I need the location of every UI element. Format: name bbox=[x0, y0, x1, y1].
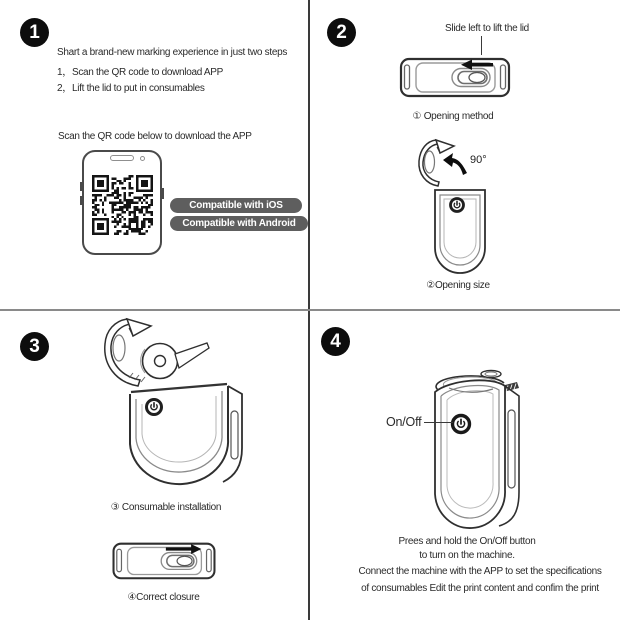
step1-title: Shart a brand-new marking experience in just two steps bbox=[57, 47, 288, 58]
side-slot bbox=[231, 411, 238, 459]
step1-number-badge: 1 bbox=[20, 18, 49, 47]
angle-label: 90° bbox=[470, 154, 487, 166]
step4-connect-line2: of consumables Edit the print content and confim the print bbox=[361, 583, 599, 594]
step4-connect-line1: Connect the machine with the APP to set the specifications bbox=[358, 566, 602, 577]
compatible-ios-badge: Compatible with iOS bbox=[170, 198, 302, 213]
phone-illustration bbox=[82, 150, 162, 255]
qr-code bbox=[92, 175, 153, 235]
step1-item-2: 2，Lift the lid to put in consumables bbox=[57, 83, 205, 94]
phone-side-button bbox=[80, 196, 82, 205]
side-slot bbox=[508, 410, 515, 488]
phone-notch bbox=[110, 155, 134, 161]
divider-horizontal bbox=[0, 309, 620, 311]
consumable-installation-illustration bbox=[95, 316, 245, 496]
onoff-pointer-line bbox=[424, 422, 453, 423]
step3-caption-closure: ④Correct closure bbox=[127, 592, 200, 603]
step4-press-line1: Prees and hold the On/Off button bbox=[398, 536, 536, 547]
lid-latch bbox=[127, 319, 151, 336]
step1-item-1: 1，Scan the QR code to download APP bbox=[57, 67, 224, 78]
roll-core bbox=[155, 356, 166, 367]
open-lid bbox=[419, 140, 439, 186]
onoff-label: On/Off bbox=[386, 415, 422, 429]
step3-number-badge: 3 bbox=[20, 332, 49, 361]
printer-lid-open-90-illustration bbox=[410, 132, 512, 278]
step4-number-badge: 4 bbox=[321, 327, 350, 356]
printer-top-view-closed-illustration bbox=[111, 539, 217, 582]
step3-caption-install: ③ Consumable installation bbox=[110, 502, 222, 513]
phone-side-button bbox=[162, 188, 164, 199]
step2-caption-size: ②Opening size bbox=[426, 280, 490, 291]
printer-body bbox=[130, 386, 228, 484]
rotate-arrow-icon bbox=[443, 153, 467, 175]
printer-body bbox=[435, 380, 505, 528]
printer-top-view-open-illustration bbox=[399, 54, 511, 100]
step2-callout: Slide left to lift the lid bbox=[445, 23, 529, 34]
paper-strip bbox=[175, 343, 209, 368]
compatible-android-badge: Compatible with Android bbox=[170, 216, 308, 231]
step1-scan-caption: Scan the QR code below to download the APP bbox=[58, 131, 252, 142]
step2-number-badge: 2 bbox=[327, 18, 356, 47]
callout-pointer-line bbox=[481, 36, 482, 55]
phone-side-button bbox=[80, 182, 82, 191]
printer-front-view-illustration bbox=[425, 366, 525, 538]
step2-caption-method: ① Opening method bbox=[412, 111, 494, 122]
phone-camera-dot bbox=[140, 156, 145, 161]
step4-press-line2: to turn on the machine. bbox=[419, 550, 515, 561]
